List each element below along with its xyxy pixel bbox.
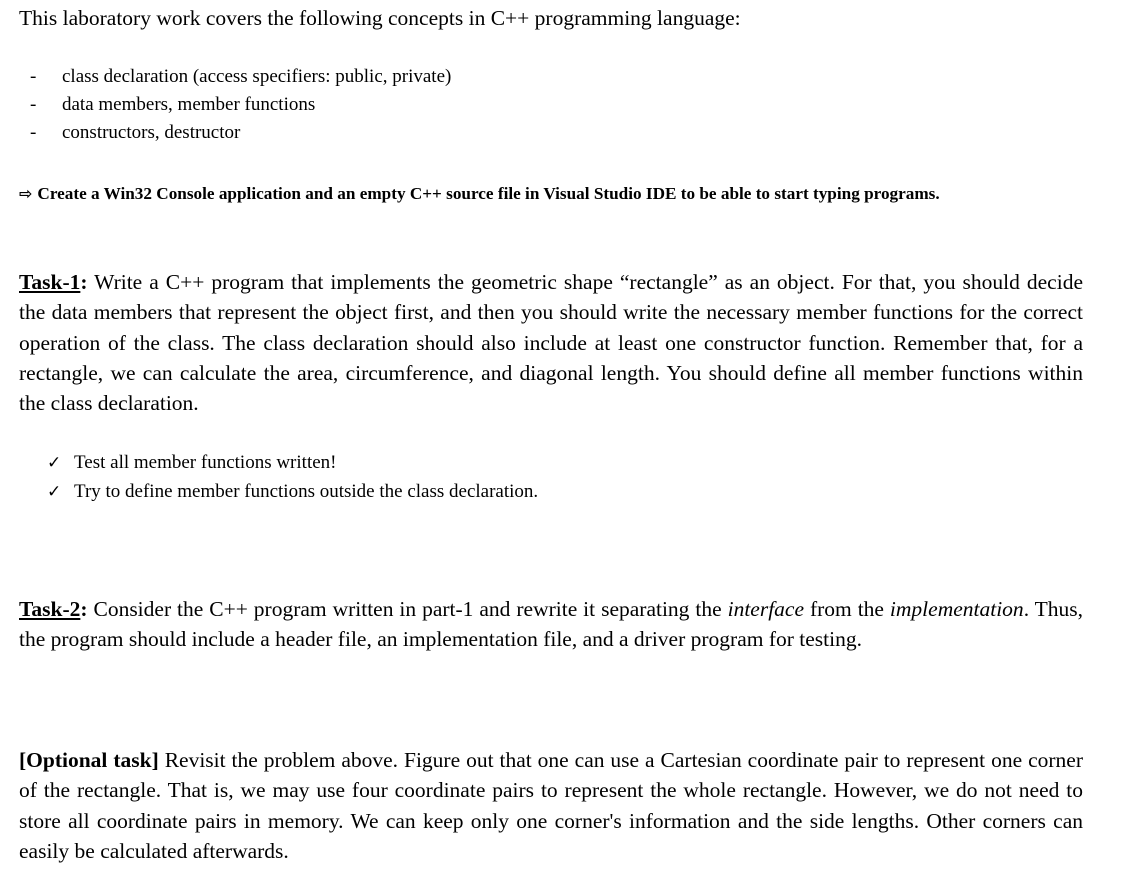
dash-bullet: - [30, 94, 37, 115]
task1-paragraph [19, 267, 1083, 418]
task2-label [19, 597, 88, 621]
check-text: Try to define member functions outside the class declaration. [74, 480, 539, 502]
task2-label-colon: : [80, 597, 88, 621]
task1-label-main: Task-1 [19, 270, 81, 294]
task2-text-1: Consider the C++ program written in part-1 and rewrite it separating the [87, 597, 728, 621]
task2-label-main: Task-2 [19, 597, 81, 621]
concept-text: class declaration (access specifiers: public, private) [62, 66, 452, 87]
right-arrow-icon: ⇨ [19, 184, 33, 203]
dash-bullet: - [30, 66, 37, 87]
task2-italic-interface: interface [727, 597, 805, 621]
task2-text-3: . Thus, the program should include a header file, an implementation file, and a driver program for testing. [19, 597, 1083, 652]
checkmark-icon: ✓ [47, 453, 62, 473]
checkmark-icon: ✓ [47, 481, 62, 502]
concept-text: constructors, destructor [62, 122, 241, 143]
setup-instruction [19, 181, 940, 207]
optional-task-label: [Optional task] [19, 748, 159, 772]
task1-label [19, 270, 88, 294]
task2-italic-implementation: implementation [889, 597, 1024, 621]
dash-bullet: - [30, 122, 37, 143]
optional-task-text: Revisit the problem above. Figure out that one can use a Cartesian coordinate pair to represent one corner of the rectangle. That is, we may use four coordinate pairs to represent the whole rectangle. However, we do not need to store all coordinate pairs in memory. We can keep only one corner's information and the side lengths. Other corners can easily be calculated afterwards. [19, 748, 1083, 863]
instruction-text: Create a Win32 Console application and an empty C++ source file in Visual Studio IDE to be able to start typing programs. [37, 184, 940, 203]
task2-paragraph [19, 594, 1083, 655]
optional-task-paragraph [19, 745, 1083, 866]
task1-text: Write a C++ program that implements the geometric shape “rectangle” as an object. For that, you should decide the data members that represent the object first, and then you should write the necessary member functions for the correct operation of the class. The class declaration should also include at least one constructor function. Remember that, for a rectangle, we can calculate the area, circumference, and diagonal length. You should define all member functions within the class declaration. [19, 270, 1083, 416]
task1-label-colon: : [80, 270, 88, 294]
check-text: Test all member functions written! [74, 452, 337, 473]
task2-text-2: from the [804, 597, 890, 621]
intro-text: This laboratory work covers the following concepts in C++ programming language: [19, 6, 741, 30]
concept-text: data members, member functions [62, 94, 316, 115]
